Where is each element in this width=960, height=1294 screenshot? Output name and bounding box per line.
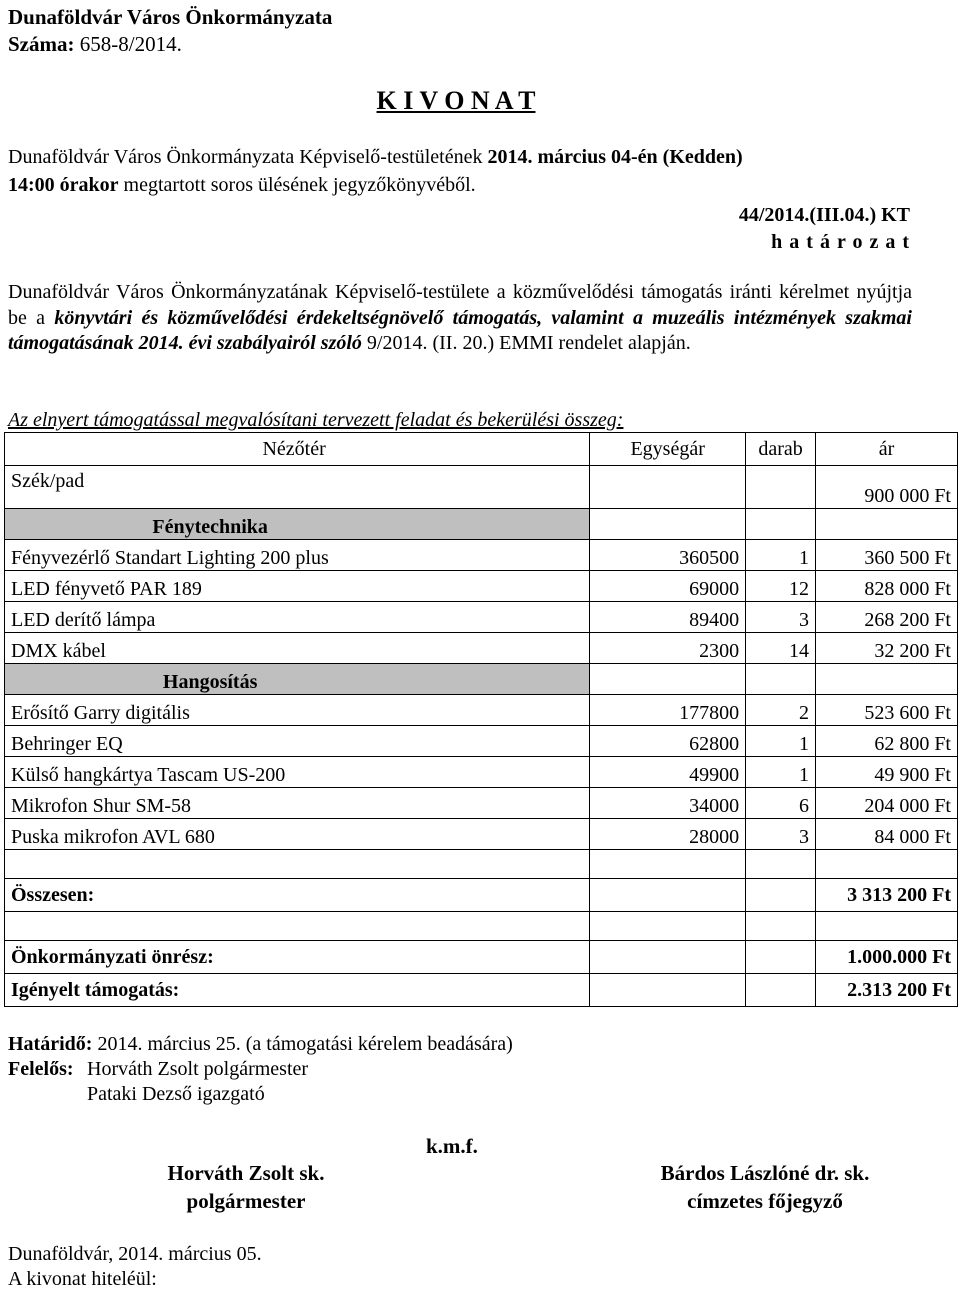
empty-cell [816,509,958,540]
header-darab: darab [746,433,816,466]
header-ar: ár [816,433,958,466]
item-unit: 360500 [590,540,746,571]
table-row [5,788,958,819]
empty-cell [746,912,816,941]
empty-cell [590,941,746,974]
item-unit: 28000 [590,819,746,850]
empty-cell [5,912,590,941]
item-qty: 1 [746,757,816,788]
item-qty: 14 [746,633,816,664]
resolution-number: 44/2014.(III.04.) KT [738,204,910,226]
empty-cell [5,850,590,879]
item-price: 32 200 Ft [816,633,958,664]
item-qty: 6 [746,788,816,819]
empty-cell [746,850,816,879]
empty-cell [590,974,746,1007]
header-egysegar: Egységár [590,433,746,466]
requested-support-label: Igényelt támogatás: [5,974,590,1007]
certified-label: A kivonat hiteléül: [8,1268,157,1290]
item-qty: 2 [746,695,816,726]
total-value: 3 313 200 Ft [816,879,958,912]
item-unit: 177800 [590,695,746,726]
item-qty [746,466,816,509]
item-name: Szék/pad [5,466,590,509]
item-unit: 69000 [590,571,746,602]
own-contribution-value: 1.000.000 Ft [816,941,958,974]
empty-cell [816,850,958,879]
spacer-row [5,912,958,941]
item-price: 49 900 Ft [816,757,958,788]
signature-left-title: polgármester [186,1189,306,1213]
header-nezoter: Nézőtér [5,433,590,466]
item-qty: 1 [746,540,816,571]
empty-cell [590,912,746,941]
item-price: 62 800 Ft [816,726,958,757]
own-contribution-row [5,941,958,974]
item-qty: 3 [746,819,816,850]
empty-cell [746,509,816,540]
empty-cell [746,941,816,974]
item-unit [590,466,746,509]
table-row [5,466,958,509]
intro-text: Dunaföldvár Város Önkormányzata Képviselő-testületének [8,146,488,168]
item-qty: 3 [746,602,816,633]
deadline-label: Határidő: [8,1033,93,1055]
table-row [5,602,958,633]
item-name: Külső hangkártya Tascam US-200 [5,757,590,788]
item-name: DMX kábel [5,633,590,664]
responsible-person-1: Horváth Zsolt polgármester [87,1058,309,1080]
item-unit: 62800 [590,726,746,757]
org-name: Dunaföldvár Város Önkormányzata [8,5,333,29]
item-price: 900 000 Ft [816,466,958,509]
item-name: Fényvezérlő Standart Lighting 200 plus [5,540,590,571]
item-unit: 2300 [590,633,746,664]
section-lighting: Fénytechnika [5,509,590,540]
intro-line-1 [8,145,743,169]
number-value: 658-8/2014. [79,32,182,56]
table-row [5,695,958,726]
item-unit: 89400 [590,602,746,633]
empty-cell [590,509,746,540]
cost-table [4,432,958,1007]
item-name: LED derítő lámpa [5,602,590,633]
body-text-c: 9/2014. (II. 20.) EMMI rendelet alapján. [361,332,691,354]
empty-cell [816,664,958,695]
spacer-row [5,850,958,879]
cost-subheading: Az elnyert támogatással megvalósítani tervezett feladat és bekerülési összeg: [8,409,624,431]
body-text-a: Dunaföldvár Város Önkormányzatának Képviselő-testülete a közművelődési támogatás iránti kérelmet nyújtja be a [8,281,912,329]
empty-cell [746,879,816,912]
item-qty: 1 [746,726,816,757]
item-name: Behringer EQ [5,726,590,757]
signature-left-name: Horváth Zsolt sk. [167,1161,325,1185]
kmf: k.m.f. [426,1134,478,1158]
section-sound: Hangosítás [5,664,590,695]
document-number [8,31,182,57]
document-title: K I V O N A T [376,86,536,115]
responsible [8,1057,74,1081]
item-price: 523 600 Ft [816,695,958,726]
empty-cell [590,879,746,912]
meeting-time: 14:00 órakor [8,174,119,196]
item-price: 84 000 Ft [816,819,958,850]
table-row [5,571,958,602]
section-row-lighting [5,509,958,540]
total-label: Összesen: [5,879,590,912]
table-row [5,726,958,757]
empty-cell [816,912,958,941]
item-name: Puska mikrofon AVL 680 [5,819,590,850]
intro-text-2: megtartott soros ülésének jegyzőkönyvéből. [118,174,476,196]
requested-support-value: 2.313 200 Ft [816,974,958,1007]
item-qty: 12 [746,571,816,602]
table-row [5,757,958,788]
table-row [5,633,958,664]
empty-cell [590,664,746,695]
signature-right-title: címzetes főjegyző [687,1189,843,1213]
table-row [5,540,958,571]
item-unit: 34000 [590,788,746,819]
signature-left [126,1159,366,1215]
empty-cell [746,974,816,1007]
item-unit: 49900 [590,757,746,788]
intro-line-2 [8,173,476,197]
number-label: Száma: [8,32,75,56]
item-name: Mikrofon Shur SM-58 [5,788,590,819]
table-row [5,819,958,850]
requested-support-row [5,974,958,1007]
total-row [5,879,958,912]
responsible-label: Felelős: [8,1058,74,1080]
own-contribution-label: Önkormányzati önrész: [5,941,590,974]
section-row-sound [5,664,958,695]
empty-cell [746,664,816,695]
empty-cell [590,850,746,879]
place-date: Dunaföldvár, 2014. március 05. [8,1243,262,1265]
item-price: 204 000 Ft [816,788,958,819]
responsible-person-2: Pataki Dezső igazgató [87,1083,265,1105]
deadline-value: 2014. március 25. (a támogatási kérelem beadására) [92,1033,513,1055]
resolution-body [8,280,912,357]
item-price: 268 200 Ft [816,602,958,633]
table-header-row [5,433,958,466]
signature-right [620,1159,910,1215]
meeting-date: 2014. március 04-én (Kedden) [487,146,743,168]
item-price: 828 000 Ft [816,571,958,602]
item-price: 360 500 Ft [816,540,958,571]
item-name: Erősítő Garry digitális [5,695,590,726]
regulation-title: könyvtári és közművelődési érdekeltségnövelő támogatás, valamint a muzeális intézmények szakmai támogatásának 2014. évi szabályairól szóló [8,306,912,354]
resolution-heading: h a t á r o z a t [771,231,910,253]
deadline [8,1032,513,1056]
item-name: LED fényvető PAR 189 [5,571,590,602]
signature-right-name: Bárdos Lászlóné dr. sk. [660,1161,870,1185]
